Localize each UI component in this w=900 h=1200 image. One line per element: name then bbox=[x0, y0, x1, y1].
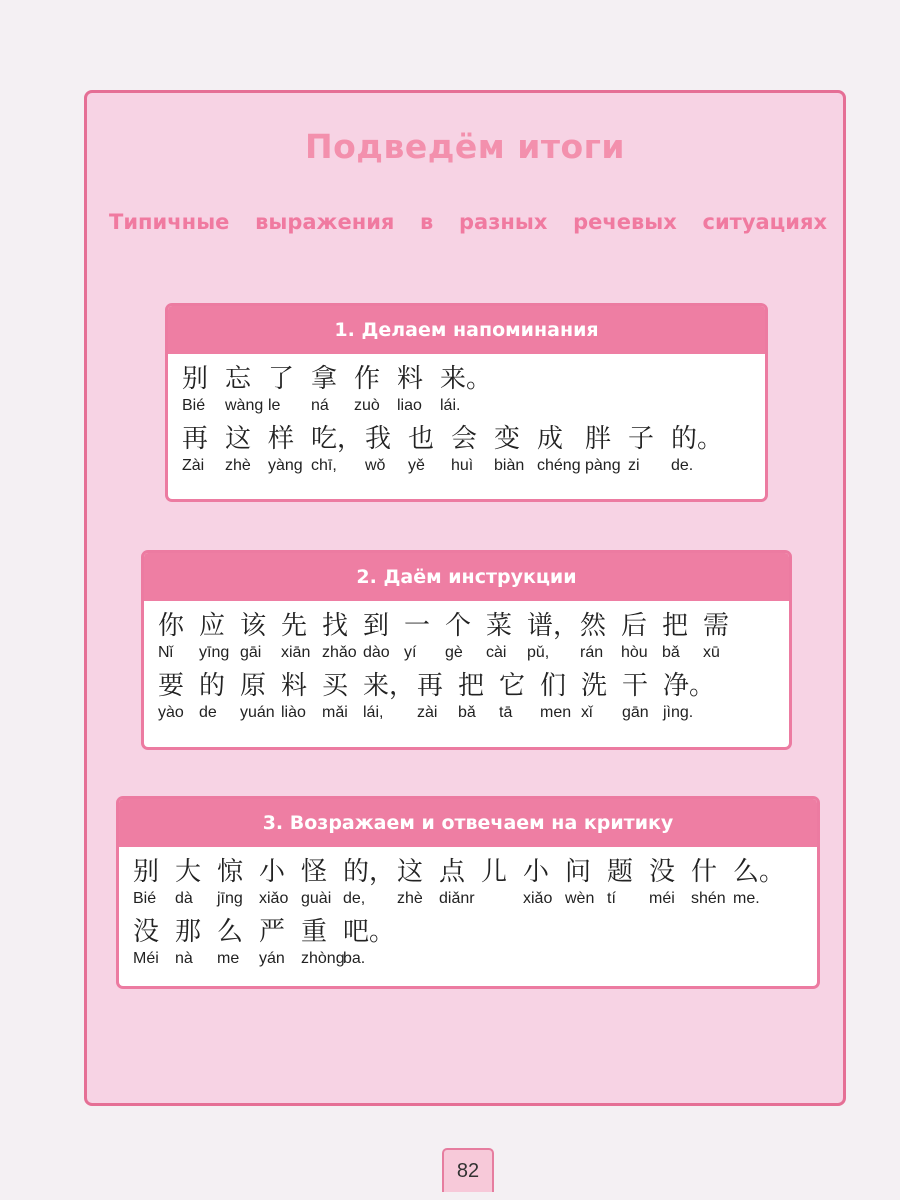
pinyin-text: pàng bbox=[585, 457, 621, 474]
phrase-token bbox=[691, 855, 733, 909]
section-card-instructions bbox=[141, 550, 792, 750]
hanzi-text: 成 bbox=[537, 424, 564, 454]
hanzi-text: 们 bbox=[540, 671, 567, 701]
phrase-token bbox=[322, 669, 363, 723]
phrase-token bbox=[225, 362, 268, 416]
hanzi-text: 一 bbox=[404, 611, 431, 641]
hanzi-text: 什 bbox=[691, 857, 718, 887]
phrase-token bbox=[301, 855, 343, 909]
phrase-token bbox=[301, 915, 343, 969]
phrase-token bbox=[259, 855, 301, 909]
section-heading: 1. Делаем напоминания bbox=[168, 306, 765, 354]
pinyin-text: lái, bbox=[363, 704, 384, 721]
phrase-token bbox=[281, 609, 322, 663]
phrase-token bbox=[133, 855, 175, 909]
phrase-token bbox=[628, 422, 671, 476]
pinyin-text: jīng bbox=[217, 890, 243, 907]
pinyin-text: wǒ bbox=[365, 457, 386, 474]
phrase-token bbox=[404, 609, 445, 663]
hanzi-text: 把 bbox=[662, 611, 689, 641]
pinyin-text: chéng bbox=[537, 457, 581, 474]
section-body bbox=[119, 847, 817, 969]
phrase-token bbox=[225, 422, 268, 476]
pinyin-text: zi bbox=[628, 457, 640, 474]
phrase-token bbox=[322, 609, 363, 663]
pinyin-text: me bbox=[217, 950, 240, 967]
pinyin-text: huì bbox=[451, 457, 474, 474]
hanzi-text: 原 bbox=[240, 671, 267, 701]
hanzi-text: 这 bbox=[397, 857, 424, 887]
hanzi-text: 我 bbox=[365, 424, 392, 454]
pinyin-text: ná bbox=[311, 397, 329, 414]
phrase-token bbox=[440, 362, 500, 416]
hanzi-text: 作 bbox=[354, 364, 381, 394]
pinyin-text: zhòng bbox=[301, 950, 345, 967]
pinyin-text: lái. bbox=[440, 397, 461, 414]
hanzi-text: 来， bbox=[363, 671, 416, 701]
phrase-token bbox=[354, 362, 397, 416]
pinyin-text: chī, bbox=[311, 457, 337, 474]
hanzi-text: 小 bbox=[259, 857, 286, 887]
hanzi-text: 严 bbox=[259, 917, 286, 947]
phrase-token bbox=[268, 362, 311, 416]
phrase-token bbox=[175, 855, 217, 909]
pinyin-text: Bié bbox=[133, 890, 157, 907]
phrase-token bbox=[607, 855, 649, 909]
hanzi-text: 谱， bbox=[527, 611, 580, 641]
pinyin-text: zhè bbox=[397, 890, 423, 907]
hanzi-text: 净。 bbox=[663, 671, 716, 701]
phrase-token bbox=[733, 855, 793, 909]
hanzi-text: 小 bbox=[523, 857, 550, 887]
phrase-token bbox=[199, 669, 240, 723]
hanzi-text: 没 bbox=[649, 857, 676, 887]
phrase-token bbox=[486, 609, 527, 663]
pinyin-text: xiǎo bbox=[259, 890, 289, 907]
phrase-token bbox=[417, 669, 458, 723]
phrase-line bbox=[133, 915, 807, 969]
hanzi-text: 再 bbox=[417, 671, 444, 701]
pinyin-text: liào bbox=[281, 704, 306, 721]
hanzi-text: 别 bbox=[133, 857, 160, 887]
page-subtitle: Типичные выражения в разных речевых ситуациях bbox=[109, 210, 827, 234]
pinyin-text: yàng bbox=[268, 457, 303, 474]
pinyin-text: xǐ bbox=[581, 704, 593, 721]
hanzi-text: 然 bbox=[580, 611, 607, 641]
pinyin-text: mǎi bbox=[322, 704, 348, 721]
hanzi-text: 料 bbox=[397, 364, 424, 394]
phrase-token bbox=[158, 609, 199, 663]
section-heading: 2. Даём инструкции bbox=[144, 553, 789, 601]
phrase-token bbox=[217, 855, 259, 909]
hanzi-text: 干 bbox=[622, 671, 649, 701]
phrase-token bbox=[259, 915, 301, 969]
phrase-token bbox=[622, 669, 663, 723]
pinyin-text: Zài bbox=[182, 457, 205, 474]
hanzi-text: 把 bbox=[458, 671, 485, 701]
hanzi-text: 点 bbox=[439, 857, 466, 887]
phrase-line bbox=[182, 422, 755, 476]
phrase-token bbox=[175, 915, 217, 969]
phrase-token bbox=[182, 422, 225, 476]
phrase-token bbox=[580, 609, 621, 663]
pinyin-text: méi bbox=[649, 890, 675, 907]
phrase-token bbox=[397, 855, 439, 909]
pinyin-text: tā bbox=[499, 704, 513, 721]
hanzi-text: 重 bbox=[301, 917, 328, 947]
hanzi-text: 题 bbox=[607, 857, 634, 887]
pinyin-text: xū bbox=[703, 644, 720, 661]
hanzi-text: 它 bbox=[499, 671, 526, 701]
phrase-line bbox=[158, 609, 779, 663]
phrase-line bbox=[133, 855, 807, 909]
pinyin-text: de. bbox=[671, 457, 694, 474]
section-heading: 3. Возражаем и отвечаем на критику bbox=[119, 799, 817, 847]
hanzi-text: 个 bbox=[445, 611, 472, 641]
hanzi-text: 这 bbox=[225, 424, 252, 454]
pinyin-text: zhè bbox=[225, 457, 251, 474]
hanzi-text: 别 bbox=[182, 364, 209, 394]
pinyin-text: men bbox=[540, 704, 572, 721]
pinyin-text: cài bbox=[486, 644, 507, 661]
hanzi-text: 该 bbox=[240, 611, 267, 641]
pinyin-text: Nǐ bbox=[158, 644, 174, 661]
phrase-token bbox=[240, 609, 281, 663]
pinyin-text: bǎ bbox=[458, 704, 476, 721]
hanzi-text: 的， bbox=[343, 857, 396, 887]
phrase-token bbox=[540, 669, 581, 723]
pinyin-text: guài bbox=[301, 890, 332, 907]
pinyin-text: le bbox=[268, 397, 281, 414]
pinyin-text: Méi bbox=[133, 950, 159, 967]
hanzi-text: 没 bbox=[133, 917, 160, 947]
phrase-token bbox=[445, 609, 486, 663]
phrase-token bbox=[199, 609, 240, 663]
hanzi-text: 变 bbox=[494, 424, 521, 454]
hanzi-text: 子 bbox=[628, 424, 655, 454]
pinyin-text: xiǎo bbox=[523, 890, 553, 907]
phrase-token bbox=[703, 609, 744, 663]
hanzi-text: 也 bbox=[408, 424, 435, 454]
phrase-token bbox=[565, 855, 607, 909]
phrase-token bbox=[158, 669, 199, 723]
pinyin-text: gān bbox=[622, 704, 649, 721]
hanzi-text: 你 bbox=[158, 611, 185, 641]
phrase-token bbox=[408, 422, 451, 476]
hanzi-text: 要 bbox=[158, 671, 185, 701]
hanzi-text: 再 bbox=[182, 424, 209, 454]
pinyin-text: yuán bbox=[240, 704, 275, 721]
section-body bbox=[168, 354, 765, 476]
pinyin-text: liao bbox=[397, 397, 422, 414]
phrase-token bbox=[311, 422, 365, 476]
page-number: 82 bbox=[442, 1148, 494, 1192]
phrase-token bbox=[363, 609, 404, 663]
phrase-token bbox=[343, 915, 403, 969]
phrase-token bbox=[649, 855, 691, 909]
phrase-token bbox=[343, 855, 397, 909]
pinyin-text: wèn bbox=[565, 890, 595, 907]
pinyin-text: de, bbox=[343, 890, 366, 907]
pinyin-text: gè bbox=[445, 644, 463, 661]
hanzi-text: 到 bbox=[363, 611, 390, 641]
pinyin-text: yán bbox=[259, 950, 285, 967]
hanzi-text: 洗 bbox=[581, 671, 608, 701]
page-title: Подведём итоги bbox=[305, 127, 625, 166]
hanzi-text: 的 bbox=[199, 671, 226, 701]
pinyin-text: biàn bbox=[494, 457, 525, 474]
hanzi-text: 买 bbox=[322, 671, 349, 701]
hanzi-text: 儿 bbox=[481, 857, 508, 887]
hanzi-text: 吧。 bbox=[343, 917, 396, 947]
pinyin-text: shén bbox=[691, 890, 726, 907]
hanzi-text: 怪 bbox=[301, 857, 328, 887]
hanzi-text: 那 bbox=[175, 917, 202, 947]
hanzi-text: 问 bbox=[565, 857, 592, 887]
phrase-token bbox=[527, 609, 580, 663]
pinyin-text: dào bbox=[363, 644, 390, 661]
phrase-token bbox=[363, 669, 417, 723]
pinyin-text: me. bbox=[733, 890, 760, 907]
phrase-token bbox=[311, 362, 354, 416]
pinyin-text: yīng bbox=[199, 644, 230, 661]
hanzi-text: 样 bbox=[268, 424, 295, 454]
hanzi-text: 找 bbox=[322, 611, 349, 641]
phrase-token bbox=[458, 669, 499, 723]
phrase-token bbox=[671, 422, 731, 476]
phrase-token bbox=[365, 422, 408, 476]
phrase-token bbox=[662, 609, 703, 663]
hanzi-text: 来。 bbox=[440, 364, 493, 394]
phrase-token bbox=[182, 362, 225, 416]
hanzi-text: 忘 bbox=[225, 364, 252, 394]
hanzi-text: 后 bbox=[621, 611, 648, 641]
pinyin-text: Bié bbox=[182, 397, 206, 414]
pinyin-text: nà bbox=[175, 950, 193, 967]
section-card-objections bbox=[116, 796, 820, 989]
hanzi-text: 么。 bbox=[733, 857, 786, 887]
hanzi-text: 料 bbox=[281, 671, 308, 701]
hanzi-text: 拿 bbox=[311, 364, 338, 394]
pinyin-text: jìng. bbox=[663, 704, 694, 721]
pinyin-text: bǎ bbox=[662, 644, 680, 661]
pinyin-text: yào bbox=[158, 704, 184, 721]
phrase-token bbox=[217, 915, 259, 969]
phrase-token bbox=[481, 855, 523, 909]
phrase-line bbox=[158, 669, 779, 723]
pinyin-text: de bbox=[199, 704, 217, 721]
pinyin-text: ba. bbox=[343, 950, 366, 967]
hanzi-text: 惊 bbox=[217, 857, 244, 887]
pinyin-text: hòu bbox=[621, 644, 648, 661]
section-card-reminders bbox=[165, 303, 768, 502]
phrase-token bbox=[581, 669, 622, 723]
pinyin-text: dà bbox=[175, 890, 193, 907]
hanzi-text: 吃， bbox=[311, 424, 364, 454]
phrase-token bbox=[451, 422, 494, 476]
hanzi-text: 先 bbox=[281, 611, 308, 641]
phrase-token bbox=[585, 422, 628, 476]
hanzi-text: 胖 bbox=[585, 424, 612, 454]
phrase-token bbox=[268, 422, 311, 476]
pinyin-text: rán bbox=[580, 644, 604, 661]
hanzi-text: 的。 bbox=[671, 424, 724, 454]
section-body bbox=[144, 601, 789, 723]
pinyin-text: diǎnr bbox=[439, 890, 475, 907]
phrase-token bbox=[494, 422, 537, 476]
phrase-token bbox=[133, 915, 175, 969]
pinyin-text: yí bbox=[404, 644, 417, 661]
pinyin-text: pǔ, bbox=[527, 644, 550, 661]
hanzi-text: 菜 bbox=[486, 611, 513, 641]
phrase-token bbox=[499, 669, 540, 723]
hanzi-text: 应 bbox=[199, 611, 226, 641]
pinyin-text: gāi bbox=[240, 644, 262, 661]
pinyin-text: tí bbox=[607, 890, 616, 907]
pinyin-text: wàng bbox=[225, 397, 264, 414]
phrase-token bbox=[537, 422, 585, 476]
phrase-token bbox=[281, 669, 322, 723]
phrase-token bbox=[621, 609, 662, 663]
hanzi-text: 大 bbox=[175, 857, 202, 887]
phrase-line bbox=[182, 362, 755, 416]
pinyin-text: yě bbox=[408, 457, 425, 474]
pinyin-text: xiān bbox=[281, 644, 311, 661]
pinyin-text: zài bbox=[417, 704, 438, 721]
hanzi-text: 会 bbox=[451, 424, 478, 454]
phrase-token bbox=[397, 362, 440, 416]
hanzi-text: 需 bbox=[703, 611, 730, 641]
phrase-token bbox=[523, 855, 565, 909]
pinyin-text: zhǎo bbox=[322, 644, 357, 661]
phrase-token bbox=[663, 669, 723, 723]
phrase-token bbox=[240, 669, 281, 723]
phrase-token bbox=[439, 855, 481, 909]
hanzi-text: 么 bbox=[217, 917, 244, 947]
hanzi-text: 了 bbox=[268, 364, 295, 394]
pinyin-text: zuò bbox=[354, 397, 380, 414]
